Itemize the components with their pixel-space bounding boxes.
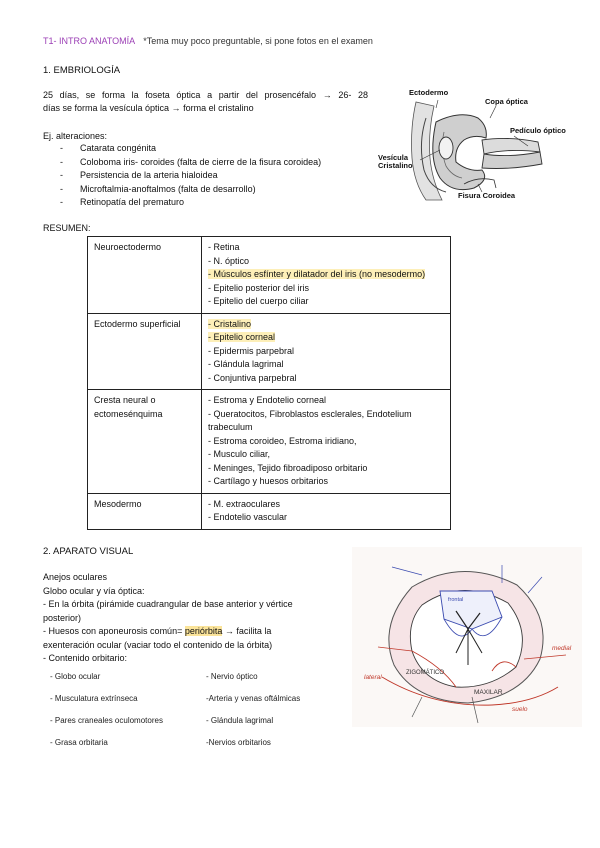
text-line: Globo ocular y vía óptica:	[43, 585, 145, 596]
table-row	[88, 313, 451, 390]
table-cell-layer: Neuroectodermo	[88, 237, 202, 314]
orbit-figure	[352, 547, 582, 727]
content-item: -Nervios orbitarios	[206, 738, 271, 747]
item: - Endotelio vascular	[208, 512, 288, 522]
section1-heading: 1. EMBRIOLOGÍA	[43, 65, 121, 76]
label-medial: medial	[552, 645, 572, 652]
label-zigomatico: ZIGOMÁTICO	[406, 670, 444, 676]
item: - Musculo ciliar,	[208, 449, 271, 459]
content-item: - Glándula lagrimal	[206, 716, 274, 725]
item: - Cartílago y huesos orbitarios	[208, 476, 329, 486]
item: - Epidermis parpebral	[208, 345, 295, 356]
para-line-1: 25 días, se forma la foseta óptica a partir del prosencéfalo → 26- 28	[43, 90, 368, 100]
item-highlighted: - Epitelio corneal	[208, 332, 276, 342]
layer-line: ectomesénquima	[94, 408, 163, 419]
table-cell-layer: Ectodermo superficial	[88, 313, 202, 390]
table-cell-items	[202, 237, 451, 314]
orbit-diagram	[352, 547, 582, 727]
table-cell-items	[202, 390, 451, 494]
content-item: - Grasa orbitaria	[50, 738, 108, 747]
list-item: - Catarata congénita	[52, 142, 321, 156]
item: - M. extraoculares	[208, 498, 281, 509]
para-line-2: días se forma la vesícula óptica → forma el cristalino	[43, 103, 254, 114]
item: - Glándula lagrimal	[208, 359, 284, 369]
section2-heading: 2. APARATO VISUAL	[43, 546, 134, 557]
list-item: - Microftalmia-anoftalmos (falta de desarrollo)	[52, 183, 321, 197]
label-frontal: frontal	[448, 597, 464, 603]
content-item: -Arteria y venas oftálmicas	[206, 694, 301, 703]
content-item: - Pares craneales oculomotores	[50, 716, 163, 725]
list-item: - Persistencia de la arteria hialoidea	[52, 169, 321, 183]
label-pediculo-optico: Pedículo óptico	[510, 126, 566, 135]
list-item: - Retinopatía del prematuro	[52, 196, 321, 210]
resumen-table	[87, 236, 451, 530]
table-row	[88, 390, 451, 494]
table-cell-items	[202, 493, 451, 529]
text-line: - Contenido orbitario:	[43, 653, 128, 663]
optic-cup-diagram	[378, 88, 578, 208]
content-item: - Nervio óptico	[206, 672, 258, 681]
label-maxilar: MAXILAR	[474, 689, 503, 696]
layer-line: Cresta neural o	[94, 395, 156, 405]
item: - Estroma y Endotelio corneal	[208, 395, 327, 405]
label-cristalino-text: Cristalino	[378, 161, 413, 171]
alterations-list	[52, 142, 321, 210]
table-cell-layer: Mesodermo	[88, 493, 202, 529]
text-fragment: - Huesos con aponeurosis común=	[43, 626, 185, 636]
label-lateral: lateral	[364, 674, 382, 681]
content-item: - Musculatura extrínseca	[50, 694, 138, 703]
label-ectodermo: Ectodermo	[409, 88, 449, 97]
content-item: - Globo ocular	[50, 672, 101, 681]
table-row	[88, 493, 451, 529]
resumen-label: RESUMEN:	[43, 223, 91, 233]
list-item: - Coloboma iris- coroides (falta de cierre de la fisura coroidea)	[52, 156, 321, 170]
table-cell-items	[202, 313, 451, 390]
text-line: - En la órbita (pirámide cuadrangular de base anterior y vértice	[43, 599, 293, 609]
section2-text	[43, 571, 343, 666]
item-highlighted: - Cristalino	[208, 318, 252, 329]
label-fisura-coroidea: Fisura Coroidea	[458, 191, 516, 200]
text-line: posterior)	[43, 612, 82, 623]
table-row	[88, 237, 451, 314]
label-suelo: suelo	[512, 706, 528, 713]
title-note: *Tema muy poco preguntable, si pone fotos en el examen	[143, 36, 373, 46]
item: trabeculum	[208, 422, 253, 432]
label-vesicula-text: Vesícula	[378, 153, 409, 162]
item: - Conjuntiva parpebral	[208, 372, 297, 383]
page-title	[43, 35, 373, 48]
item: - Retina	[208, 242, 240, 252]
text-line: exenteración ocular (vaciar todo el contenido de la órbita)	[43, 639, 273, 650]
item: - Queratocitos, Fibroblastos esclerales, Endotelium	[208, 408, 412, 419]
label-vesicula	[378, 154, 413, 171]
text-line-periorbita	[43, 625, 343, 639]
item: - Estroma coroideo, Estroma iridiano,	[208, 435, 357, 446]
section1-paragraph	[43, 89, 368, 115]
item-highlighted: - Músculos esfínter y dilatador del iris (no mesodermo)	[208, 269, 426, 279]
item: - Epitelio posterior del iris	[208, 282, 310, 293]
table-cell-layer	[88, 390, 202, 494]
item: - Epitelio del cuerpo ciliar	[208, 296, 309, 306]
embryology-figure	[378, 88, 578, 208]
alterations-label: Ej. alteraciones:	[43, 131, 108, 141]
title-main: T1- INTRO ANATOMÍA	[43, 36, 135, 46]
highlight-periorbita: periórbita	[184, 626, 223, 636]
label-copa-optica: Copa óptica	[485, 97, 528, 106]
text-line: Anejos oculares	[43, 572, 108, 582]
text-fragment: → facilita la	[222, 626, 272, 636]
item: - N. óptico	[208, 255, 250, 266]
item: - Meninges, Tejido fibroadiposo orbitario	[208, 462, 368, 473]
